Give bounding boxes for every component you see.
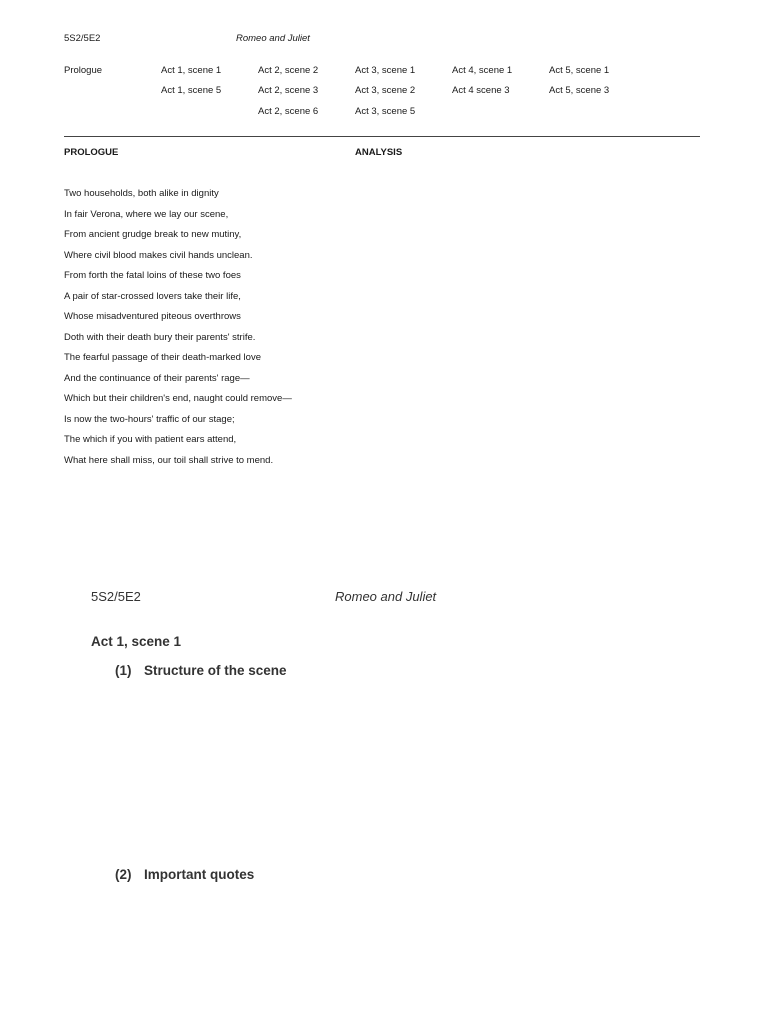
- poem-line: Where civil blood makes civil hands unclean.: [64, 250, 253, 261]
- nav-link-act5-scene1[interactable]: Act 5, scene 1: [549, 65, 610, 76]
- poem-line: Is now the two-hours' traffic of our stage;: [64, 414, 235, 425]
- section-heading-prologue: PROLOGUE: [64, 147, 119, 158]
- nav-link-act2-scene2[interactable]: Act 2, scene 2: [258, 65, 319, 76]
- structure-item-label: Structure of the scene: [144, 663, 287, 678]
- poem-line: Whose misadventured piteous overthrows: [64, 311, 241, 322]
- nav-link-act3-scene1[interactable]: Act 3, scene 1: [355, 65, 416, 76]
- nav-link-act1-scene5[interactable]: Act 1, scene 5: [161, 85, 222, 96]
- quotes-item-number: (2): [115, 867, 132, 882]
- structure-item-number: (1): [115, 663, 132, 678]
- nav-link-act4-scene1[interactable]: Act 4, scene 1: [452, 65, 513, 76]
- poem-line: What here shall miss, our toil shall strive to mend.: [64, 455, 274, 466]
- poem-line: In fair Verona, where we lay our scene,: [64, 209, 229, 220]
- nav-link-act2-scene6[interactable]: Act 2, scene 6: [258, 106, 319, 117]
- poem-line: The fearful passage of their death-marked love: [64, 352, 261, 363]
- nav-link-act1-scene1[interactable]: Act 1, scene 1: [161, 65, 222, 76]
- nav-link-act2-scene3[interactable]: Act 2, scene 3: [258, 85, 319, 96]
- poem-line: A pair of star-crossed lovers take their life,: [64, 291, 241, 302]
- page2-document-title: Romeo and Juliet: [335, 589, 437, 604]
- document-title: Romeo and Juliet: [236, 33, 310, 44]
- divider: [64, 136, 700, 137]
- quotes-item: [115, 867, 254, 882]
- poem-line: From forth the fatal loins of these two foes: [64, 270, 241, 281]
- quotes-item-label: Important quotes: [144, 867, 255, 882]
- structure-item: [115, 663, 287, 678]
- poem-line: Doth with their death bury their parents' strife.: [64, 332, 256, 343]
- class-code: 5S2/5E2: [64, 33, 101, 44]
- nav-link-act3-scene2[interactable]: Act 3, scene 2: [355, 85, 416, 96]
- page2-class-code: 5S2/5E2: [91, 589, 141, 604]
- nav-link-act3-scene5[interactable]: Act 3, scene 5: [355, 106, 416, 117]
- act-scene-heading: Act 1, scene 1: [91, 634, 182, 649]
- poem-line: Which but their children's end, naught could remove—: [64, 393, 292, 404]
- poem-line: And the continuance of their parents' rage—: [64, 373, 250, 384]
- poem-line: The which if you with patient ears attend,: [64, 434, 237, 445]
- nav-link-prologue[interactable]: Prologue: [64, 65, 103, 76]
- section-heading-analysis: ANALYSIS: [355, 147, 403, 158]
- poem-line: From ancient grudge break to new mutiny,: [64, 229, 242, 240]
- nav-link-act5-scene3[interactable]: Act 5, scene 3: [549, 85, 610, 96]
- poem-line: Two households, both alike in dignity: [64, 188, 219, 199]
- nav-link-act4-scene3[interactable]: Act 4 scene 3: [452, 85, 510, 96]
